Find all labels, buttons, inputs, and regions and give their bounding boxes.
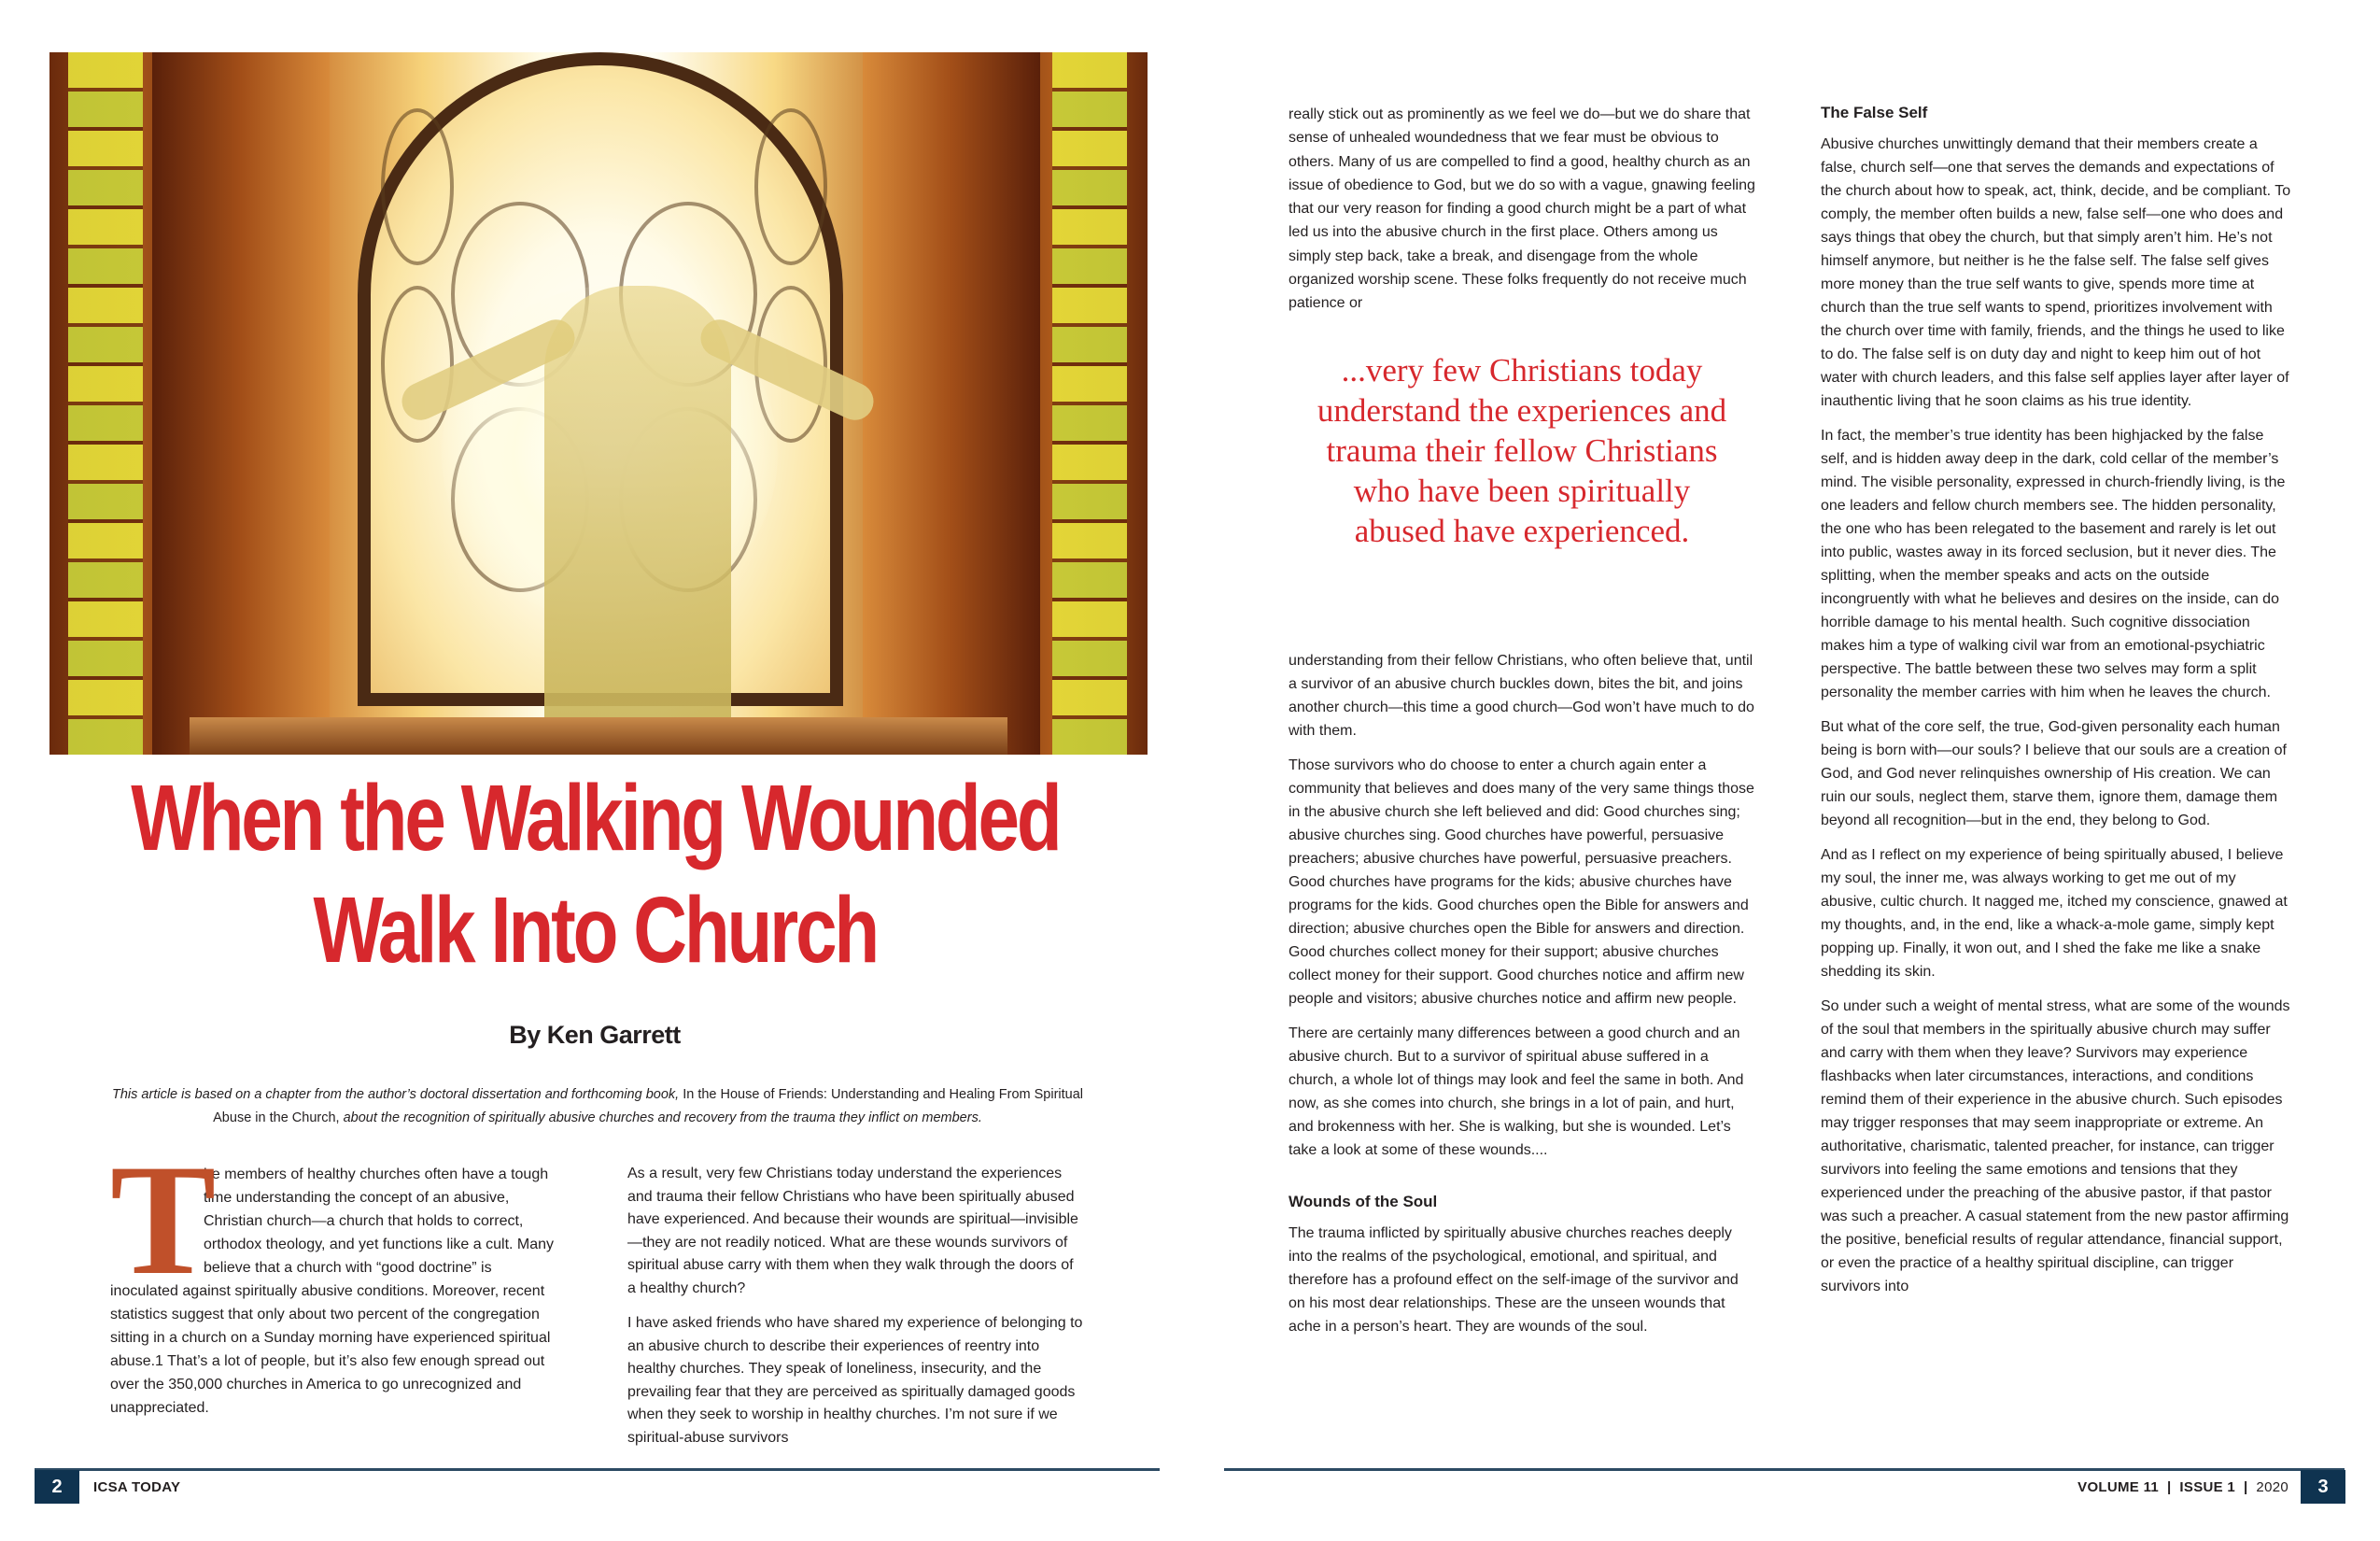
left-column-2: [627, 1163, 1085, 1462]
left-column-1: [110, 1132, 558, 1432]
intro-book-title: In the House of Friends: Understanding and Healing From Spiritual Abuse in the Church,: [213, 1087, 1083, 1125]
paragraph: There are certainly many differences between a good church and an abusive church. But to a survivor of spiritual abuse suffered in a church, a whole lot of things may look and feel the same in both. And now, as she comes into church, she brings in a lot of pain, and hurt, and brokenness with her. She is walking, but she is wounded. Let’s take a look at some of these wounds....: [1289, 1025, 1744, 1158]
right-column-1-top: [1289, 103, 1755, 328]
paragraph: But what of the core self, the true, God-given personality each human being is born with—our souls? I believe that our souls are a creation of God, and God never relinquishes ownership of His creation. We can ruin our souls, neglect them, starve them, ignore them, damage them beyond all recognition—but in the end, they belong to God.: [1821, 719, 2287, 828]
separator: |: [2166, 1479, 2172, 1495]
byline: By Ken Garrett: [509, 1021, 681, 1049]
intro-note: [103, 1083, 1092, 1130]
paragraph: Abusive churches unwittingly demand that their members create a false, church self—one that serves the demands and expectations of the church about how to speak, act, think, decide, and be compliant. To comply, the member often builds a new, false self—one who does and says things that obey the church, but that simply aren’t him. He’s not himself anymore, but neither is he the false self. The false self gives more money than the true self wants to give, spends more time at church than the true self wants to spend, prioritizes involvement with the church over time with family, friends, and the things he used to like to do. The false self is on duty day and night to keep him out of hot water with church leaders, and this false self applies layer after layer of inauthentic living that he soon claims as his true identity.: [1821, 136, 2291, 409]
paragraph: understanding from their fellow Christians, who often believe that, until a survivor of an abusive church buckles down, bites the bit, and joins another church—this time a good church—God won’t have much to do with them.: [1289, 653, 1754, 739]
stained-glass-panel-left: [68, 52, 143, 755]
year-label: 2020: [2256, 1479, 2288, 1495]
right-column-2: [1821, 103, 2292, 1309]
paragraph: And as I reflect on my experience of being spiritually abused, I believe my soul, the inner me, was always working to get me out of my abusive, cultic church. It nagged me, itched my conscience, gnawed at my thoughts, and, in the end, like a whack-a-mole game, simply kept popping up. Finally, it won out, and I shed the fake me like a snake shedding its skin.: [1821, 847, 2288, 980]
paragraph: The trauma inflicted by spiritually abusive churches reaches deeply into the realms of the psychological, emotional, and spiritual, and therefore has a profound effect on the self-image of the survivor and on his most dear relationships. These are the unseen wounds that ache in a person’s heart. They are wounds of the soul.: [1289, 1225, 1739, 1335]
footer-rule-left: [35, 1468, 1160, 1471]
pull-quote: ...very few Christians today understand the experiences and trauma their fellow Christians who have been spiritually abused have experienced.: [1317, 352, 1727, 549]
paragraph: In fact, the member’s true identity has been highjacked by the false self, and is hidden away deep in the dark, cold cellar of the member’s mind. The visible personality, expressed in church-friendly living, is the one leaders and fellow church members see. The hidden personality, the one who has been relegated to the basement and rarely is let out into public, wastes away in its forced seclusion, but it never dies. The splitting, when the member speaks and acts on the outside incongruently with what he believes and desires on the inside, can do horrible damage to his mental health. Such cognitive dissociation makes him a type of walking civil war from an emotional-psychiatric perspective. The battle between these two selves may form a split personality the member carries with him when he leaves the church.: [1821, 428, 2286, 700]
stained-glass-panel-right: [1052, 52, 1127, 755]
paragraph: he members of healthy churches often have a tough time understanding the concept of an abusive, Christian church—a church that holds to correct, orthodox theology, and yet functions like a cult. Many believe that a church with “good doctrine” is inoculated against spiritually abusive conditions. Moreover, recent statistics suggest that only about two percent of the congregation sitting in a church on a Sunday morning have experienced spiritual abuse.1 That’s a lot of people, but it’s also few enough spread out over the 350,000 churches in America to go unrecognized and unappreciated.: [110, 1166, 555, 1416]
subheading-wounds-of-the-soul: Wounds of the Soul: [1289, 1193, 1438, 1210]
running-head-right: [2077, 1478, 2288, 1497]
footer-rule-right: [1224, 1468, 2345, 1471]
separator: |: [2243, 1479, 2248, 1495]
title-line-1: When the Walking Wounded: [130, 766, 1060, 870]
running-head-left: ICSA TODAY: [93, 1479, 181, 1495]
issue-label: ISSUE 1: [2179, 1479, 2236, 1495]
stone-pillar-left: [152, 52, 330, 755]
window-sill: [190, 717, 1007, 755]
paragraph: Those survivors who do choose to enter a church again enter a community that believes and does many of the very same things those in the abusive church she left believed and did: Good churches sing; abusive churches sing. Good churches have powerful, persuasive preachers; abusive churches have powerful, persuasive preachers. Good churches have programs for the kids; abusive churches have programs for the kids. Good churches open the Bible for answers and direction; abusive churches open the Bible for answers and direction. Good churches collect money for their support; abusive churches collect money for their support. Good churches notice and affirm new people and visitors; abusive churches notice and affirm new people.: [1289, 757, 1754, 1007]
hero-photo-stained-glass-window: [49, 52, 1148, 755]
intro-text-part-2: about the recognition of spiritually abusive churches and recovery from the trauma they inflict on members.: [339, 1110, 982, 1125]
spacer: [1289, 1173, 1755, 1192]
stone-pillar-right: [863, 52, 1040, 755]
paragraph: As a result, very few Christians today understand the experiences and trauma their fellow Christians who have been spiritually abused have experienced. And because their wounds are spiritual—invisible—they are not readily noticed. What are these wounds survivors of spiritual abuse carry with them when they walk through the doors of a healthy church?: [627, 1166, 1078, 1296]
intro-text-part-1: This article is based on a chapter from the author’s doctoral dissertation and forthcoming book,: [112, 1087, 680, 1102]
subheading-the-false-self: The False Self: [1821, 104, 1928, 121]
paragraph: really stick out as prominently as we feel we do—but we do share that sense of unhealed woundedness that we fear must be obvious to others. Many of us are compelled to find a good, healthy church as an issue of obedience to God, but we do so with a vague, gnawing feeling that our very reason for finding a good church might be a part of what led us into the abusive church in the first place. Others among us simply step back, take a break, and disengage from the whole organized worship scene. These folks frequently do not receive much patience or: [1289, 106, 1755, 312]
volume-label: VOLUME 11: [2077, 1479, 2160, 1495]
page-number-right: 3: [2301, 1470, 2345, 1504]
title-line-2: Walk Into Church: [313, 878, 877, 983]
page-number-left: 2: [35, 1470, 79, 1504]
paragraph: I have asked friends who have shared my experience of belonging to an abusive church to describe their experiences of reentry into healthy churches. They speak of loneliness, insecurity, and the prevailing fear that they are perceived as spiritually damaged goods when they seek to worship in healthy churches. I’m not sure if we spiritual-abuse survivors: [627, 1315, 1083, 1446]
window-leading: [381, 108, 454, 265]
drop-cap: T: [110, 1132, 217, 1308]
robed-figure-silhouette: [544, 286, 731, 755]
right-column-1-bottom: [1289, 649, 1755, 1350]
window-leading: [754, 108, 827, 265]
paragraph: So under such a weight of mental stress, what are some of the wounds of the soul that members in the spiritually abusive church may suffer and carry with them when they leave? Survivors may experience flashbacks when later circumstances, interactions, and conditions remind them of their experience in the abusive church. Such episodes may trigger responses that may seem inappropriate or extreme. An authoritative, charismatic, talented preacher, for instance, can trigger survivors into feeling the same emotions and tensions that they experienced under the preaching of the abusive pastor, if that pastor was such a preacher. A casual statement from the new pastor affirming the positive, beneficial results of regular attendance, financial support, or even the practice of a healthy spiritual discipline, can trigger survivors into: [1821, 998, 2290, 1294]
